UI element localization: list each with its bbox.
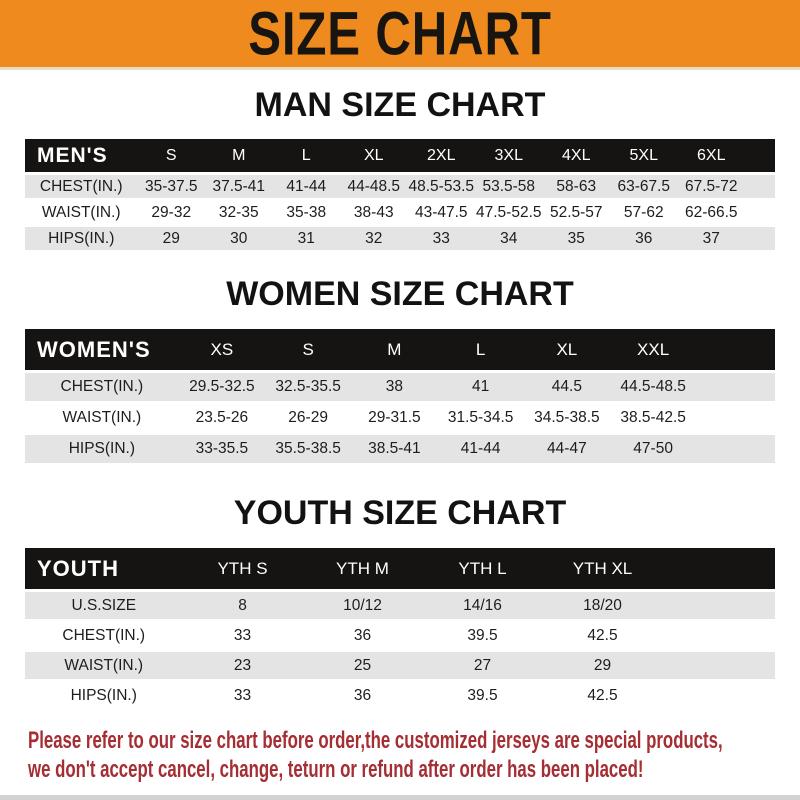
value-cell: 34 (475, 227, 543, 250)
row-label: WAIST(IN.) (25, 201, 138, 224)
column-header: S (138, 139, 206, 172)
spacer-cell (696, 373, 775, 401)
row-label: HIPS(IN.) (25, 227, 138, 250)
section-youth (0, 494, 800, 712)
value-cell: 53.5-58 (475, 175, 543, 198)
spacer-cell (745, 227, 775, 250)
row-label: HIPS(IN.) (25, 682, 183, 709)
row-label: U.S.SIZE (25, 592, 183, 619)
value-cell: 27 (423, 652, 543, 679)
value-cell: 41-44 (273, 175, 341, 198)
value-cell: 44.5-48.5 (610, 373, 696, 401)
value-cell: 29 (543, 652, 663, 679)
size-row (25, 175, 775, 198)
table-header-row (25, 139, 775, 172)
column-header: YTH S (183, 548, 303, 589)
value-cell: 35-37.5 (138, 175, 206, 198)
spacer-cell (745, 201, 775, 224)
table-header-label: WOMEN'S (25, 329, 179, 370)
value-cell: 35-38 (273, 201, 341, 224)
size-row (25, 201, 775, 224)
column-header: XL (340, 139, 408, 172)
value-cell: 44.5 (524, 373, 610, 401)
section-women (0, 275, 800, 466)
value-cell: 58-63 (543, 175, 611, 198)
value-cell: 35 (543, 227, 611, 250)
size-chart-banner (0, 0, 800, 70)
size-row (25, 373, 775, 401)
value-cell: 47.5-52.5 (475, 201, 543, 224)
value-cell: 31.5-34.5 (438, 404, 524, 432)
table-header-row (25, 329, 775, 370)
value-cell: 35.5-38.5 (265, 435, 351, 463)
value-cell: 36 (303, 622, 423, 649)
value-cell: 31 (273, 227, 341, 250)
value-cell: 52.5-57 (543, 201, 611, 224)
value-cell: 30 (205, 227, 273, 250)
women-section-title: WOMEN SIZE CHART (226, 275, 574, 313)
column-header: YTH M (303, 548, 423, 589)
value-cell: 10/12 (303, 592, 423, 619)
value-cell: 29 (138, 227, 206, 250)
value-cell: 57-62 (610, 201, 678, 224)
footnote-line-2: we don't accept cancel, change, teturn or refund after order has been placed! (28, 756, 644, 783)
row-label: HIPS(IN.) (25, 435, 179, 463)
value-cell: 23 (183, 652, 303, 679)
size-row (25, 435, 775, 463)
column-header: XL (524, 329, 610, 370)
value-cell: 14/16 (423, 592, 543, 619)
value-cell: 38-43 (340, 201, 408, 224)
banner-title: SIZE CHART (248, 0, 552, 68)
value-cell: 38 (351, 373, 437, 401)
value-cell: 38.5-41 (351, 435, 437, 463)
value-cell: 39.5 (423, 622, 543, 649)
value-cell: 43-47.5 (408, 201, 476, 224)
table-header-label: YOUTH (25, 548, 183, 589)
size-row (25, 652, 775, 679)
spacer-cell (745, 175, 775, 198)
spacer-cell (696, 435, 775, 463)
row-label: WAIST(IN.) (25, 404, 179, 432)
value-cell: 23.5-26 (179, 404, 265, 432)
value-cell: 26-29 (265, 404, 351, 432)
spacer-cell (696, 404, 775, 432)
column-header: L (273, 139, 341, 172)
value-cell: 34.5-38.5 (524, 404, 610, 432)
value-cell: 29.5-32.5 (179, 373, 265, 401)
spacer-cell (663, 652, 776, 679)
value-cell: 33 (408, 227, 476, 250)
value-cell: 41 (438, 373, 524, 401)
column-header: 2XL (408, 139, 476, 172)
value-cell: 29-32 (138, 201, 206, 224)
value-cell: 67.5-72 (678, 175, 746, 198)
section-men (0, 86, 800, 253)
value-cell: 44-48.5 (340, 175, 408, 198)
bottom-strip (0, 795, 800, 800)
youth-size-table (25, 545, 775, 712)
value-cell: 29-31.5 (351, 404, 437, 432)
column-header: M (205, 139, 273, 172)
column-header: M (351, 329, 437, 370)
spacer-cell (745, 139, 775, 172)
column-header: XS (179, 329, 265, 370)
value-cell: 32 (340, 227, 408, 250)
spacer-cell (663, 682, 776, 709)
row-label: CHEST(IN.) (25, 622, 183, 649)
row-label: WAIST(IN.) (25, 652, 183, 679)
size-row (25, 622, 775, 649)
table-header-label: MEN'S (25, 139, 138, 172)
footnote (28, 726, 800, 784)
value-cell: 38.5-42.5 (610, 404, 696, 432)
column-header: 5XL (610, 139, 678, 172)
column-header: YTH XL (543, 548, 663, 589)
value-cell: 33 (183, 622, 303, 649)
column-header: XXL (610, 329, 696, 370)
value-cell: 48.5-53.5 (408, 175, 476, 198)
spacer-cell (663, 592, 776, 619)
value-cell: 8 (183, 592, 303, 619)
men-section-title: MAN SIZE CHART (254, 86, 546, 124)
size-row (25, 227, 775, 250)
row-label: CHEST(IN.) (25, 175, 138, 198)
column-header: 4XL (543, 139, 611, 172)
value-cell: 37 (678, 227, 746, 250)
value-cell: 25 (303, 652, 423, 679)
value-cell: 63-67.5 (610, 175, 678, 198)
value-cell: 33-35.5 (179, 435, 265, 463)
size-row (25, 592, 775, 619)
value-cell: 42.5 (543, 682, 663, 709)
size-row (25, 682, 775, 709)
value-cell: 33 (183, 682, 303, 709)
value-cell: 36 (303, 682, 423, 709)
value-cell: 36 (610, 227, 678, 250)
value-cell: 44-47 (524, 435, 610, 463)
value-cell: 18/20 (543, 592, 663, 619)
spacer-cell (696, 329, 775, 370)
row-label: CHEST(IN.) (25, 373, 179, 401)
spacer-cell (663, 622, 776, 649)
men-size-table (25, 136, 775, 253)
spacer-cell (663, 548, 776, 589)
value-cell: 47-50 (610, 435, 696, 463)
value-cell: 32-35 (205, 201, 273, 224)
women-size-table (25, 326, 775, 466)
column-header: L (438, 329, 524, 370)
value-cell: 62-66.5 (678, 201, 746, 224)
value-cell: 39.5 (423, 682, 543, 709)
column-header: S (265, 329, 351, 370)
column-header: 3XL (475, 139, 543, 172)
value-cell: 37.5-41 (205, 175, 273, 198)
table-header-row (25, 548, 775, 589)
footnote-line-1: Please refer to our size chart before order,the customized jerseys are special products, (28, 727, 723, 754)
value-cell: 42.5 (543, 622, 663, 649)
value-cell: 41-44 (438, 435, 524, 463)
column-header: YTH L (423, 548, 543, 589)
column-header: 6XL (678, 139, 746, 172)
value-cell: 32.5-35.5 (265, 373, 351, 401)
size-row (25, 404, 775, 432)
youth-section-title: YOUTH SIZE CHART (233, 494, 567, 532)
